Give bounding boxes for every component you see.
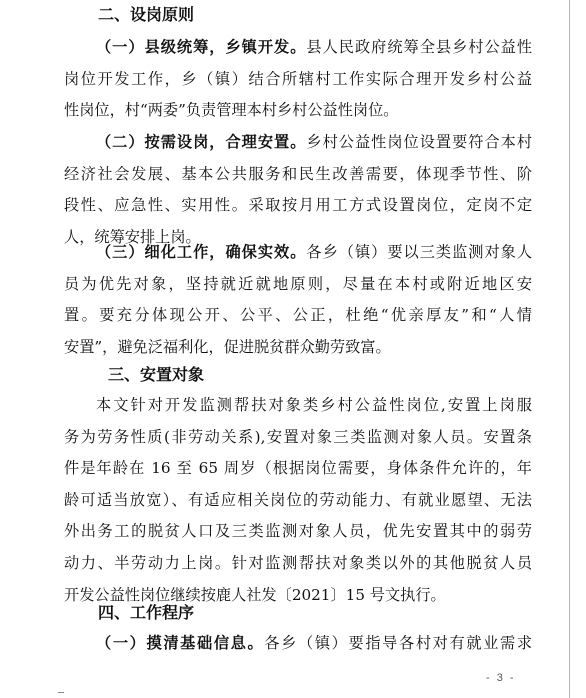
text-line: 安置”，避免泛福利化，促进脱贫群众勤劳致富。 [64,337,391,356]
text-line: 置。要充分体现公开、公平、公正，杜绝“优亲厚友”和“人情 [64,306,532,325]
page-corner-mark [58,692,64,693]
text-run: 各乡（镇）要指导各村对有就业需求 [264,634,532,652]
text-run: 乡村公益性岗位设置要符合本村 [306,133,532,151]
paragraph-2-2 [64,127,532,253]
paragraph-2-3 [64,237,532,363]
text-line: 经济社会发展、基本公共服务和民生改善需要，体现季节性、阶 [64,164,532,183]
paragraph-lead: （一）县级统筹，乡镇开发。 [96,38,307,56]
text-line: 开发公益性岗位继续按鹿人社发〔2021〕15 号文执行。 [64,585,446,604]
paragraph-lead: （三）细化工作，确保实效。 [96,243,307,261]
text-line: 本文针对开发监测帮扶对象类乡村公益性岗位,安置上岗服 [96,396,532,414]
text-line: 龄可适当放宽）、有适应相关岗位的劳动能力、有就业愿望、无法 [64,490,532,509]
text-line: 人，统筹安排上岗。 [64,227,201,246]
page-number: - 3 - [486,672,516,684]
paragraph-3-1 [64,390,532,611]
text-line [64,628,532,660]
text-line [64,32,532,64]
text-line: 外出务工的脱贫人口及三类监测对象人员，优先安置其中的弱劳 [64,522,532,541]
paragraph-lead: （一）摸清基础信息。 [96,634,265,652]
text-run: 各乡（镇）要以三类监测对象人 [306,243,532,261]
section-heading-2: 二、设岗原则 [98,5,195,24]
text-line: 性岗位，村“两委”负责管理本村乡村公益性岗位。 [64,101,399,120]
text-line: 件是年龄在 16 至 65 周岁（根据岗位需要，身体条件允许的，年 [64,459,532,478]
paragraph-lead: （二）按需设岗，合理安置。 [96,133,307,151]
text-line [64,237,532,269]
text-run: 县人民政府统筹全县乡村公益性 [306,38,532,56]
paragraph-2-1 [64,32,532,127]
text-line: 岗位开发工作，乡（镇）结合所辖村工作实际合理开发乡村公益 [64,69,532,88]
paragraph-4-1 [64,628,532,660]
section-heading-4: 四、工作程序 [98,603,195,622]
text-line: 员为优先对象，坚持就近就地原则，尽量在本村或附近地区安 [64,274,532,293]
page-edge-divider [569,0,570,698]
section-heading-3: 三、安置对象 [108,365,205,384]
text-line: 动力、半劳动力上岗。针对监测帮扶对象类以外的其他脱贫人员 [64,553,532,572]
text-line [64,127,532,159]
text-line: 段性、应急性、实用性。采取按月用工方式设置岗位，定岗不定 [64,196,532,215]
text-line: 务为劳务性质(非劳动关系),安置对象三类监测对象人员。安置条 [64,427,532,446]
